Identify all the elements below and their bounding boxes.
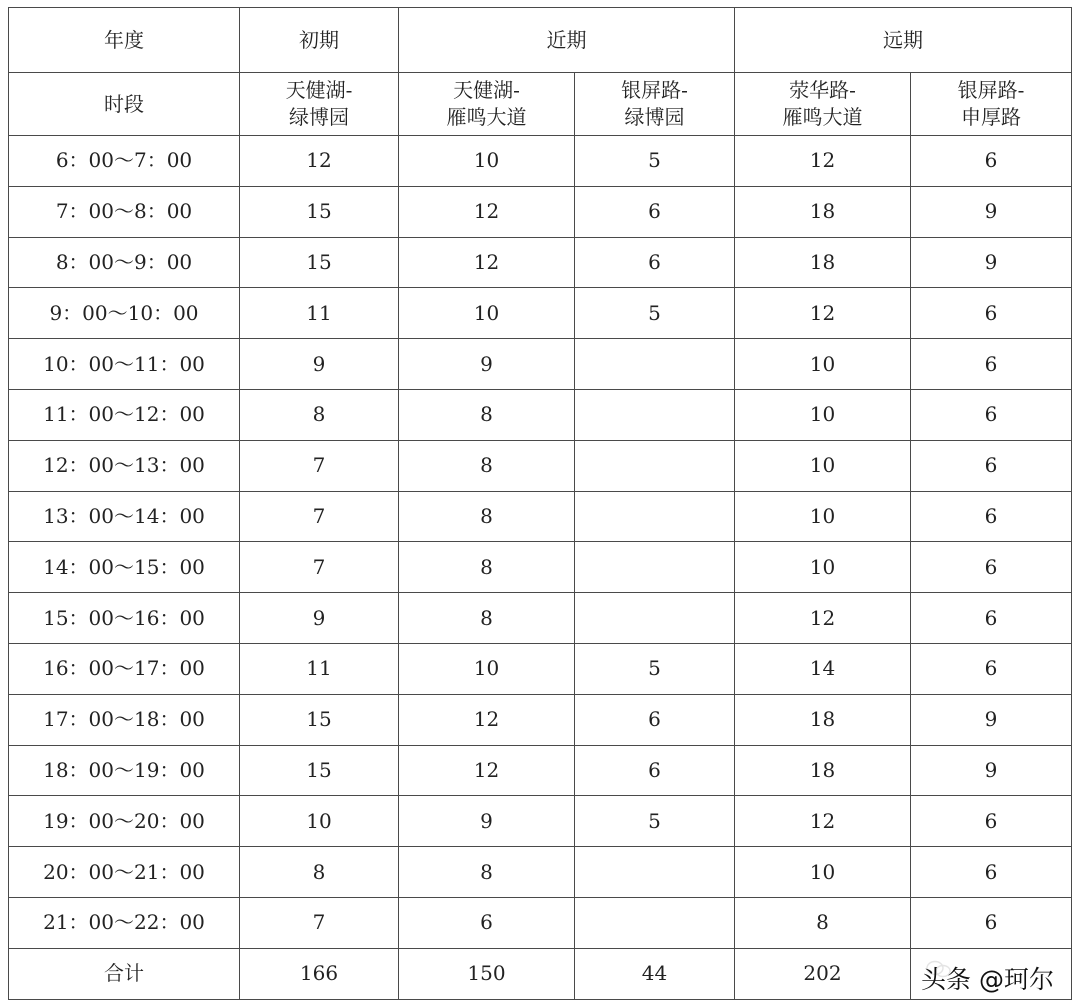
value-cell: 9	[911, 186, 1072, 237]
value-cell: 12	[735, 593, 911, 644]
value-cell: 10	[399, 644, 575, 695]
total-value-cell: 150	[399, 948, 575, 999]
value-cell: 6	[911, 897, 1072, 948]
value-cell: 6	[911, 440, 1072, 491]
table-row	[9, 897, 1072, 948]
value-cell: 10	[399, 288, 575, 339]
value-cell: 6	[911, 644, 1072, 695]
header-row-route	[9, 73, 1072, 136]
value-cell: 12	[399, 237, 575, 288]
value-cell: 10	[735, 339, 911, 390]
route-header-3: 银屏路- 绿博园	[575, 73, 735, 136]
value-cell	[575, 390, 735, 441]
value-cell: 9	[240, 593, 399, 644]
table-row	[9, 694, 1072, 745]
total-value-cell: 44	[575, 948, 735, 999]
table-row	[9, 491, 1072, 542]
value-cell: 9	[399, 339, 575, 390]
route-header-4: 荥华路- 雁鸣大道	[735, 73, 911, 136]
time-period-cell: 19：00～20：00	[9, 796, 240, 847]
value-cell: 9	[911, 745, 1072, 796]
table-row	[9, 593, 1072, 644]
value-cell: 8	[399, 440, 575, 491]
value-cell: 10	[735, 847, 911, 898]
value-cell: 10	[735, 390, 911, 441]
route-header-1: 天健湖- 绿博园	[240, 73, 399, 136]
value-cell: 8	[399, 593, 575, 644]
value-cell	[575, 491, 735, 542]
value-cell: 6	[911, 593, 1072, 644]
value-cell	[575, 339, 735, 390]
route-header-2: 天健湖- 雁鸣大道	[399, 73, 575, 136]
departure-frequency-table	[8, 7, 1072, 1000]
header-row-year	[9, 8, 1072, 73]
value-cell: 18	[735, 694, 911, 745]
value-cell: 6	[911, 491, 1072, 542]
value-cell: 15	[240, 745, 399, 796]
value-cell: 18	[735, 186, 911, 237]
value-cell: 7	[240, 440, 399, 491]
value-cell: 5	[575, 288, 735, 339]
table-row	[9, 644, 1072, 695]
value-cell: 5	[575, 136, 735, 187]
value-cell: 10	[735, 491, 911, 542]
table-row	[9, 390, 1072, 441]
value-cell: 15	[240, 186, 399, 237]
table-row	[9, 237, 1072, 288]
year-header: 年度	[9, 8, 240, 73]
value-cell: 14	[735, 644, 911, 695]
table-row	[9, 542, 1072, 593]
value-cell: 18	[735, 237, 911, 288]
value-cell: 6	[911, 796, 1072, 847]
value-cell: 9	[399, 796, 575, 847]
value-cell	[575, 440, 735, 491]
value-cell: 8	[399, 847, 575, 898]
table-row	[9, 136, 1072, 187]
value-cell: 6	[911, 339, 1072, 390]
time-period-cell: 12：00～13：00	[9, 440, 240, 491]
time-period-cell: 18：00～19：00	[9, 745, 240, 796]
value-cell: 9	[911, 237, 1072, 288]
table-row	[9, 339, 1072, 390]
value-cell	[575, 847, 735, 898]
value-cell: 7	[240, 542, 399, 593]
value-cell: 8	[240, 847, 399, 898]
value-cell: 12	[240, 136, 399, 187]
time-period-cell: 9：00～10：00	[9, 288, 240, 339]
time-period-cell: 10：00～11：00	[9, 339, 240, 390]
watermark: 头条 @珂尔	[917, 960, 1058, 996]
value-cell: 6	[575, 237, 735, 288]
time-period-cell: 7：00～8：00	[9, 186, 240, 237]
value-cell: 8	[399, 390, 575, 441]
value-cell: 6	[575, 694, 735, 745]
value-cell: 6	[575, 186, 735, 237]
table-row	[9, 186, 1072, 237]
total-row	[9, 948, 1072, 999]
route-header-5: 银屏路- 申厚路	[911, 73, 1072, 136]
value-cell: 12	[735, 136, 911, 187]
value-cell: 12	[399, 694, 575, 745]
value-cell	[575, 593, 735, 644]
value-cell: 6	[911, 847, 1072, 898]
value-cell: 6	[911, 542, 1072, 593]
value-cell: 6	[911, 136, 1072, 187]
value-cell: 9	[911, 694, 1072, 745]
value-cell: 7	[240, 491, 399, 542]
value-cell: 8	[399, 491, 575, 542]
initial-header: 初期	[240, 8, 399, 73]
time-period-cell: 16：00～17：00	[9, 644, 240, 695]
value-cell: 11	[240, 288, 399, 339]
table-row	[9, 288, 1072, 339]
value-cell: 10	[735, 440, 911, 491]
value-cell: 11	[240, 644, 399, 695]
value-cell: 18	[735, 745, 911, 796]
value-cell: 6	[399, 897, 575, 948]
value-cell: 6	[575, 745, 735, 796]
far-header: 远期	[735, 8, 1072, 73]
value-cell: 8	[240, 390, 399, 441]
time-period-cell: 14：00～15：00	[9, 542, 240, 593]
value-cell: 10	[240, 796, 399, 847]
total-value-cell: 166	[240, 948, 399, 999]
value-cell	[575, 542, 735, 593]
table-row	[9, 440, 1072, 491]
value-cell: 15	[240, 694, 399, 745]
total-value-cell: 202	[735, 948, 911, 999]
value-cell: 6	[911, 288, 1072, 339]
near-header: 近期	[399, 8, 735, 73]
value-cell	[575, 897, 735, 948]
value-cell: 12	[735, 796, 911, 847]
value-cell: 6	[911, 390, 1072, 441]
table-row	[9, 745, 1072, 796]
value-cell: 5	[575, 644, 735, 695]
time-period-cell: 11：00～12：00	[9, 390, 240, 441]
value-cell: 10	[399, 136, 575, 187]
time-period-cell: 17：00～18：00	[9, 694, 240, 745]
value-cell: 8	[735, 897, 911, 948]
time-period-cell: 13：00～14：00	[9, 491, 240, 542]
time-period-cell: 15：00～16：00	[9, 593, 240, 644]
table-row	[9, 796, 1072, 847]
value-cell: 12	[735, 288, 911, 339]
time-period-cell: 8：00～9：00	[9, 237, 240, 288]
value-cell: 5	[575, 796, 735, 847]
value-cell: 10	[735, 542, 911, 593]
table-row	[9, 847, 1072, 898]
time-period-cell: 20：00～21：00	[9, 847, 240, 898]
value-cell: 15	[240, 237, 399, 288]
value-cell: 12	[399, 186, 575, 237]
period-header: 时段	[9, 73, 240, 136]
total-label: 合计	[9, 948, 240, 999]
value-cell: 8	[399, 542, 575, 593]
value-cell: 7	[240, 897, 399, 948]
time-period-cell: 21：00～22：00	[9, 897, 240, 948]
time-period-cell: 6：00～7：00	[9, 136, 240, 187]
value-cell: 12	[399, 745, 575, 796]
value-cell: 9	[240, 339, 399, 390]
